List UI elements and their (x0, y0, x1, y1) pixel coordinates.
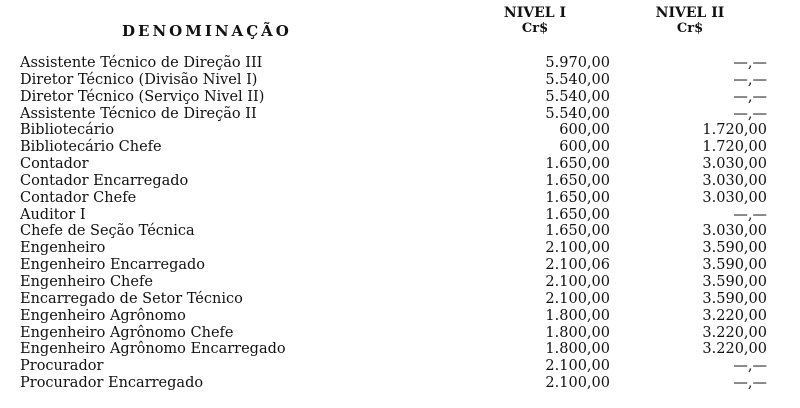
table-row (0, 375, 800, 392)
table-row (0, 274, 800, 291)
table-row (0, 325, 800, 342)
nivel2-value: 1.720,00 (702, 139, 767, 156)
nivel1-value: 2.100,00 (545, 375, 610, 392)
nivel2-value: 3.220,00 (702, 341, 767, 358)
row-name: Chefe de Seção Técnica (20, 223, 195, 240)
row-name: Diretor Técnico (Serviço Nivel II) (20, 88, 265, 105)
nivel1-value: 1.650,00 (545, 189, 610, 206)
nivel2-value: 3.030,00 (702, 172, 767, 189)
nivel2-value: 3.590,00 (702, 273, 767, 290)
table-row (0, 240, 800, 257)
row-name: Engenheiro Encarregado (20, 257, 206, 274)
row-name: Engenheiro Chefe (20, 273, 153, 290)
nivel2-value: —,— (733, 71, 767, 88)
nivel2-value: 3.590,00 (702, 290, 767, 307)
table-row (0, 223, 800, 240)
nivel2-value: —,— (733, 105, 767, 122)
nivel2-value: —,— (733, 358, 767, 375)
column-header-nivel2-currency: Cr$ (676, 21, 704, 36)
nivel1-value: 600,00 (559, 139, 610, 156)
table-row (0, 358, 800, 375)
nivel2-value: 3.030,00 (702, 223, 767, 240)
nivel1-value: 2.100,00 (545, 273, 610, 290)
nivel1-value: 2.100,00 (545, 240, 610, 257)
nivel1-value: 600,00 (559, 122, 610, 139)
table-row (0, 341, 800, 358)
nivel2-value: 3.220,00 (702, 307, 767, 324)
row-name: Assistente Técnico de Direção II (20, 105, 257, 122)
nivel2-value: 3.590,00 (702, 257, 767, 274)
nivel1-value: 5.970,00 (545, 55, 610, 71)
nivel2-value: 3.220,00 (702, 324, 767, 341)
table-row (0, 55, 800, 72)
nivel2-value: —,— (733, 206, 767, 223)
nivel2-value: 1.720,00 (702, 122, 767, 139)
table-row (0, 106, 800, 123)
row-name: Diretor Técnico (Divisão Nivel I) (20, 71, 258, 88)
nivel1-value: 5.540,00 (545, 105, 610, 122)
row-name: Engenheiro Agrônomo Encarregado (20, 341, 286, 358)
row-name: Contador (20, 156, 89, 173)
nivel1-value: 1.800,00 (545, 341, 610, 358)
row-name: Bibliotecário Chefe (20, 139, 162, 156)
table-row (0, 291, 800, 308)
table-row (0, 139, 800, 156)
nivel2-value: 3.590,00 (702, 240, 767, 257)
table-row (0, 89, 800, 106)
table-row (0, 122, 800, 139)
table-row (0, 257, 800, 274)
nivel1-value: 5.540,00 (545, 71, 610, 88)
nivel2-value: 3.030,00 (702, 189, 767, 206)
row-name: Engenheiro Agrônomo (20, 307, 186, 324)
nivel1-value: 1.650,00 (545, 172, 610, 189)
row-name: Auditor I (20, 206, 86, 223)
nivel1-value: 2.100,06 (545, 257, 610, 274)
column-header-denominacao: DENOMINAÇÃO (122, 22, 292, 40)
nivel1-value: 2.100,00 (545, 358, 610, 375)
row-name: Engenheiro (20, 240, 106, 257)
table-row (0, 308, 800, 325)
nivel1-value: 1.800,00 (545, 307, 610, 324)
table-row (0, 173, 800, 190)
row-name: Encarregado de Setor Técnico (20, 290, 243, 307)
table-body (0, 55, 800, 392)
column-header-nivel2: NIVEL II (655, 5, 725, 21)
table-row (0, 156, 800, 173)
nivel1-value: 2.100,00 (545, 290, 610, 307)
nivel2-value: —,— (733, 375, 767, 392)
nivel1-value: 1.650,00 (545, 206, 610, 223)
nivel1-value: 1.650,00 (545, 156, 610, 173)
table-row (0, 72, 800, 89)
nivel1-value: 5.540,00 (545, 88, 610, 105)
row-name: Contador Encarregado (20, 172, 189, 189)
row-name: Assistente Técnico de Direção III (20, 55, 263, 71)
nivel2-value: 3.030,00 (702, 156, 767, 173)
table-row (0, 190, 800, 207)
nivel1-value: 1.650,00 (545, 223, 610, 240)
row-name: Procurador (20, 358, 104, 375)
row-name: Engenheiro Agrônomo Chefe (20, 324, 234, 341)
row-name: Bibliotecário (20, 122, 115, 139)
nivel2-value: —,— (733, 55, 767, 71)
row-name: Contador Chefe (20, 189, 137, 206)
row-name: Procurador Encarregado (20, 375, 204, 392)
nivel1-value: 1.800,00 (545, 324, 610, 341)
table-row (0, 207, 800, 224)
column-header-nivel1: NIVEL I (503, 5, 567, 21)
nivel2-value: —,— (733, 88, 767, 105)
column-header-nivel1-currency: Cr$ (521, 21, 549, 36)
